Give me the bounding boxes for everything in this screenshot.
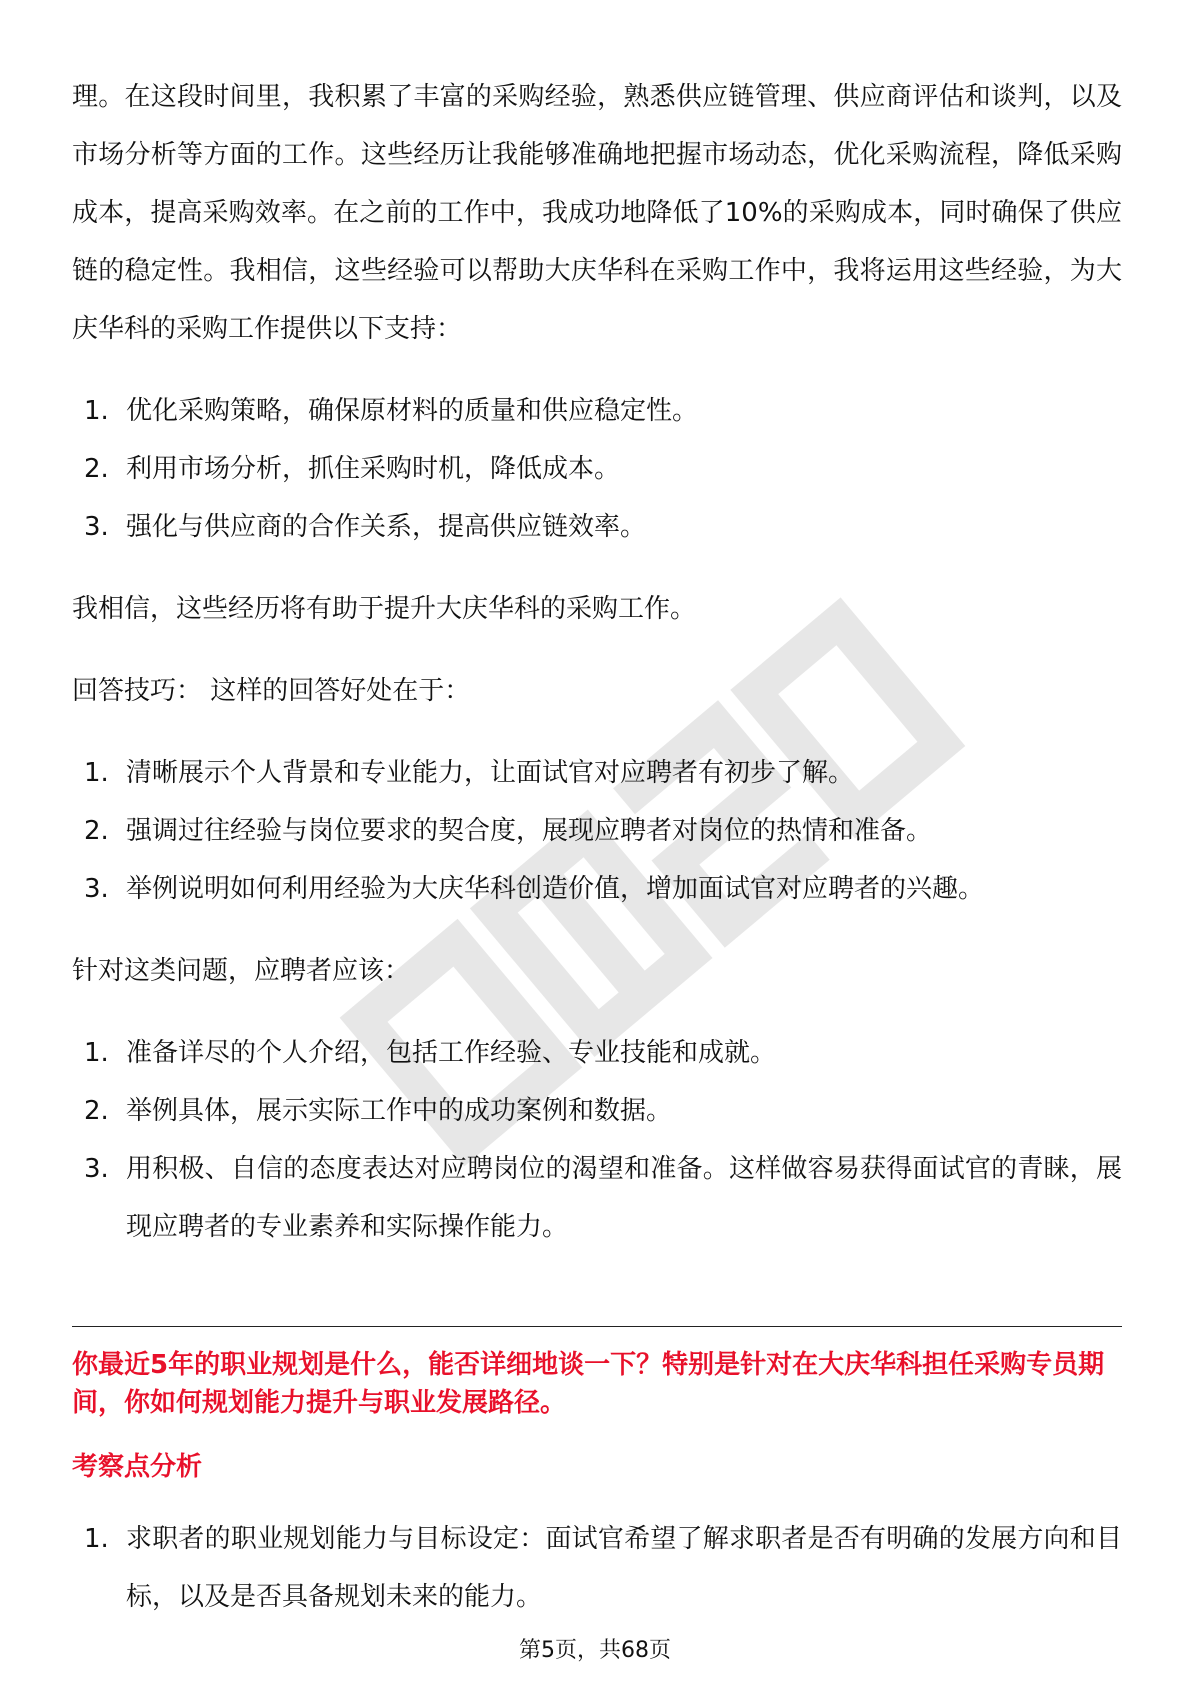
list-item: 1. 清晰展示个人背景和专业能力，让面试官对应聘者有初步了解。 <box>84 758 855 788</box>
list-item: 3. 强化与供应商的合作关系，提高供应链效率。 <box>84 512 647 542</box>
page-footer: 第5页，共68页 <box>519 1638 671 1663</box>
list-item: 2. 举例具体，展示实际工作中的成功案例和数据。 <box>84 1096 673 1126</box>
section-divider <box>72 1326 1122 1327</box>
list-item: 2. 利用市场分析，抓住采购时机，降低成本。 <box>84 454 621 484</box>
list-item: 2. 强调过往经验与岗位要求的契合度，展现应聘者对岗位的热情和准备。 <box>84 816 933 846</box>
next-question: 你最近5年的职业规划是什么，能否详细地谈一下？特别是针对在大庆华科担任采购专员期间，你如何规划能力提升与职业发展路径。 <box>72 1350 1105 1418</box>
list-item: 1. 求职者的职业规划能力与目标设定：面试官希望了解求职者是否有明确的发展方向和目标，以及是否具备规划未来的能力。 <box>84 1524 1122 1612</box>
list-item: 1. 优化采购策略，确保原材料的质量和供应稳定性。 <box>84 396 699 426</box>
list-item: 3. 用积极、自信的态度表达对应聘岗位的渴望和准备。这样做容易获得面试官的青睐，展现应聘者的专业素养和实际操作能力。 <box>84 1154 1122 1242</box>
analysis-list <box>72 1510 1122 1626</box>
list-item: 3. 举例说明如何利用经验为大庆华科创造价值，增加面试官对应聘者的兴趣。 <box>84 874 985 904</box>
advice-list <box>72 1024 1122 1256</box>
tips-list <box>72 744 1122 918</box>
advice-heading: 针对这类问题，应聘者应该： <box>72 956 411 986</box>
list-item: 1. 准备详尽的个人介绍，包括工作经验、专业技能和成就。 <box>84 1038 777 1068</box>
belief-line: 我相信，这些经历将有助于提升大庆华科的采购工作。 <box>72 594 697 624</box>
support-list <box>72 382 1122 556</box>
tips-heading: 回答技巧： 这样的回答好处在于： <box>72 676 471 706</box>
analysis-heading: 考察点分析 <box>72 1452 203 1482</box>
analysis-content <box>72 1510 1122 1626</box>
answer-content <box>72 68 1122 1256</box>
intro-paragraph: 理。在这段时间里，我积累了丰富的采购经验，熟悉供应链管理、供应商评估和谈判，以及市场分析等方面的工作。这些经历让我能够准确地把握市场动态，优化采购流程，降低采购成本，提高采购效率。在之前的工作中，我成功地降低了10%的采购成本，同时确保了供应链的稳定性。我相信，这些经验可以帮助大庆华科在采购工作中，我将运用这些经验，为大庆华科的采购工作提供以下支持： <box>72 82 1122 344</box>
